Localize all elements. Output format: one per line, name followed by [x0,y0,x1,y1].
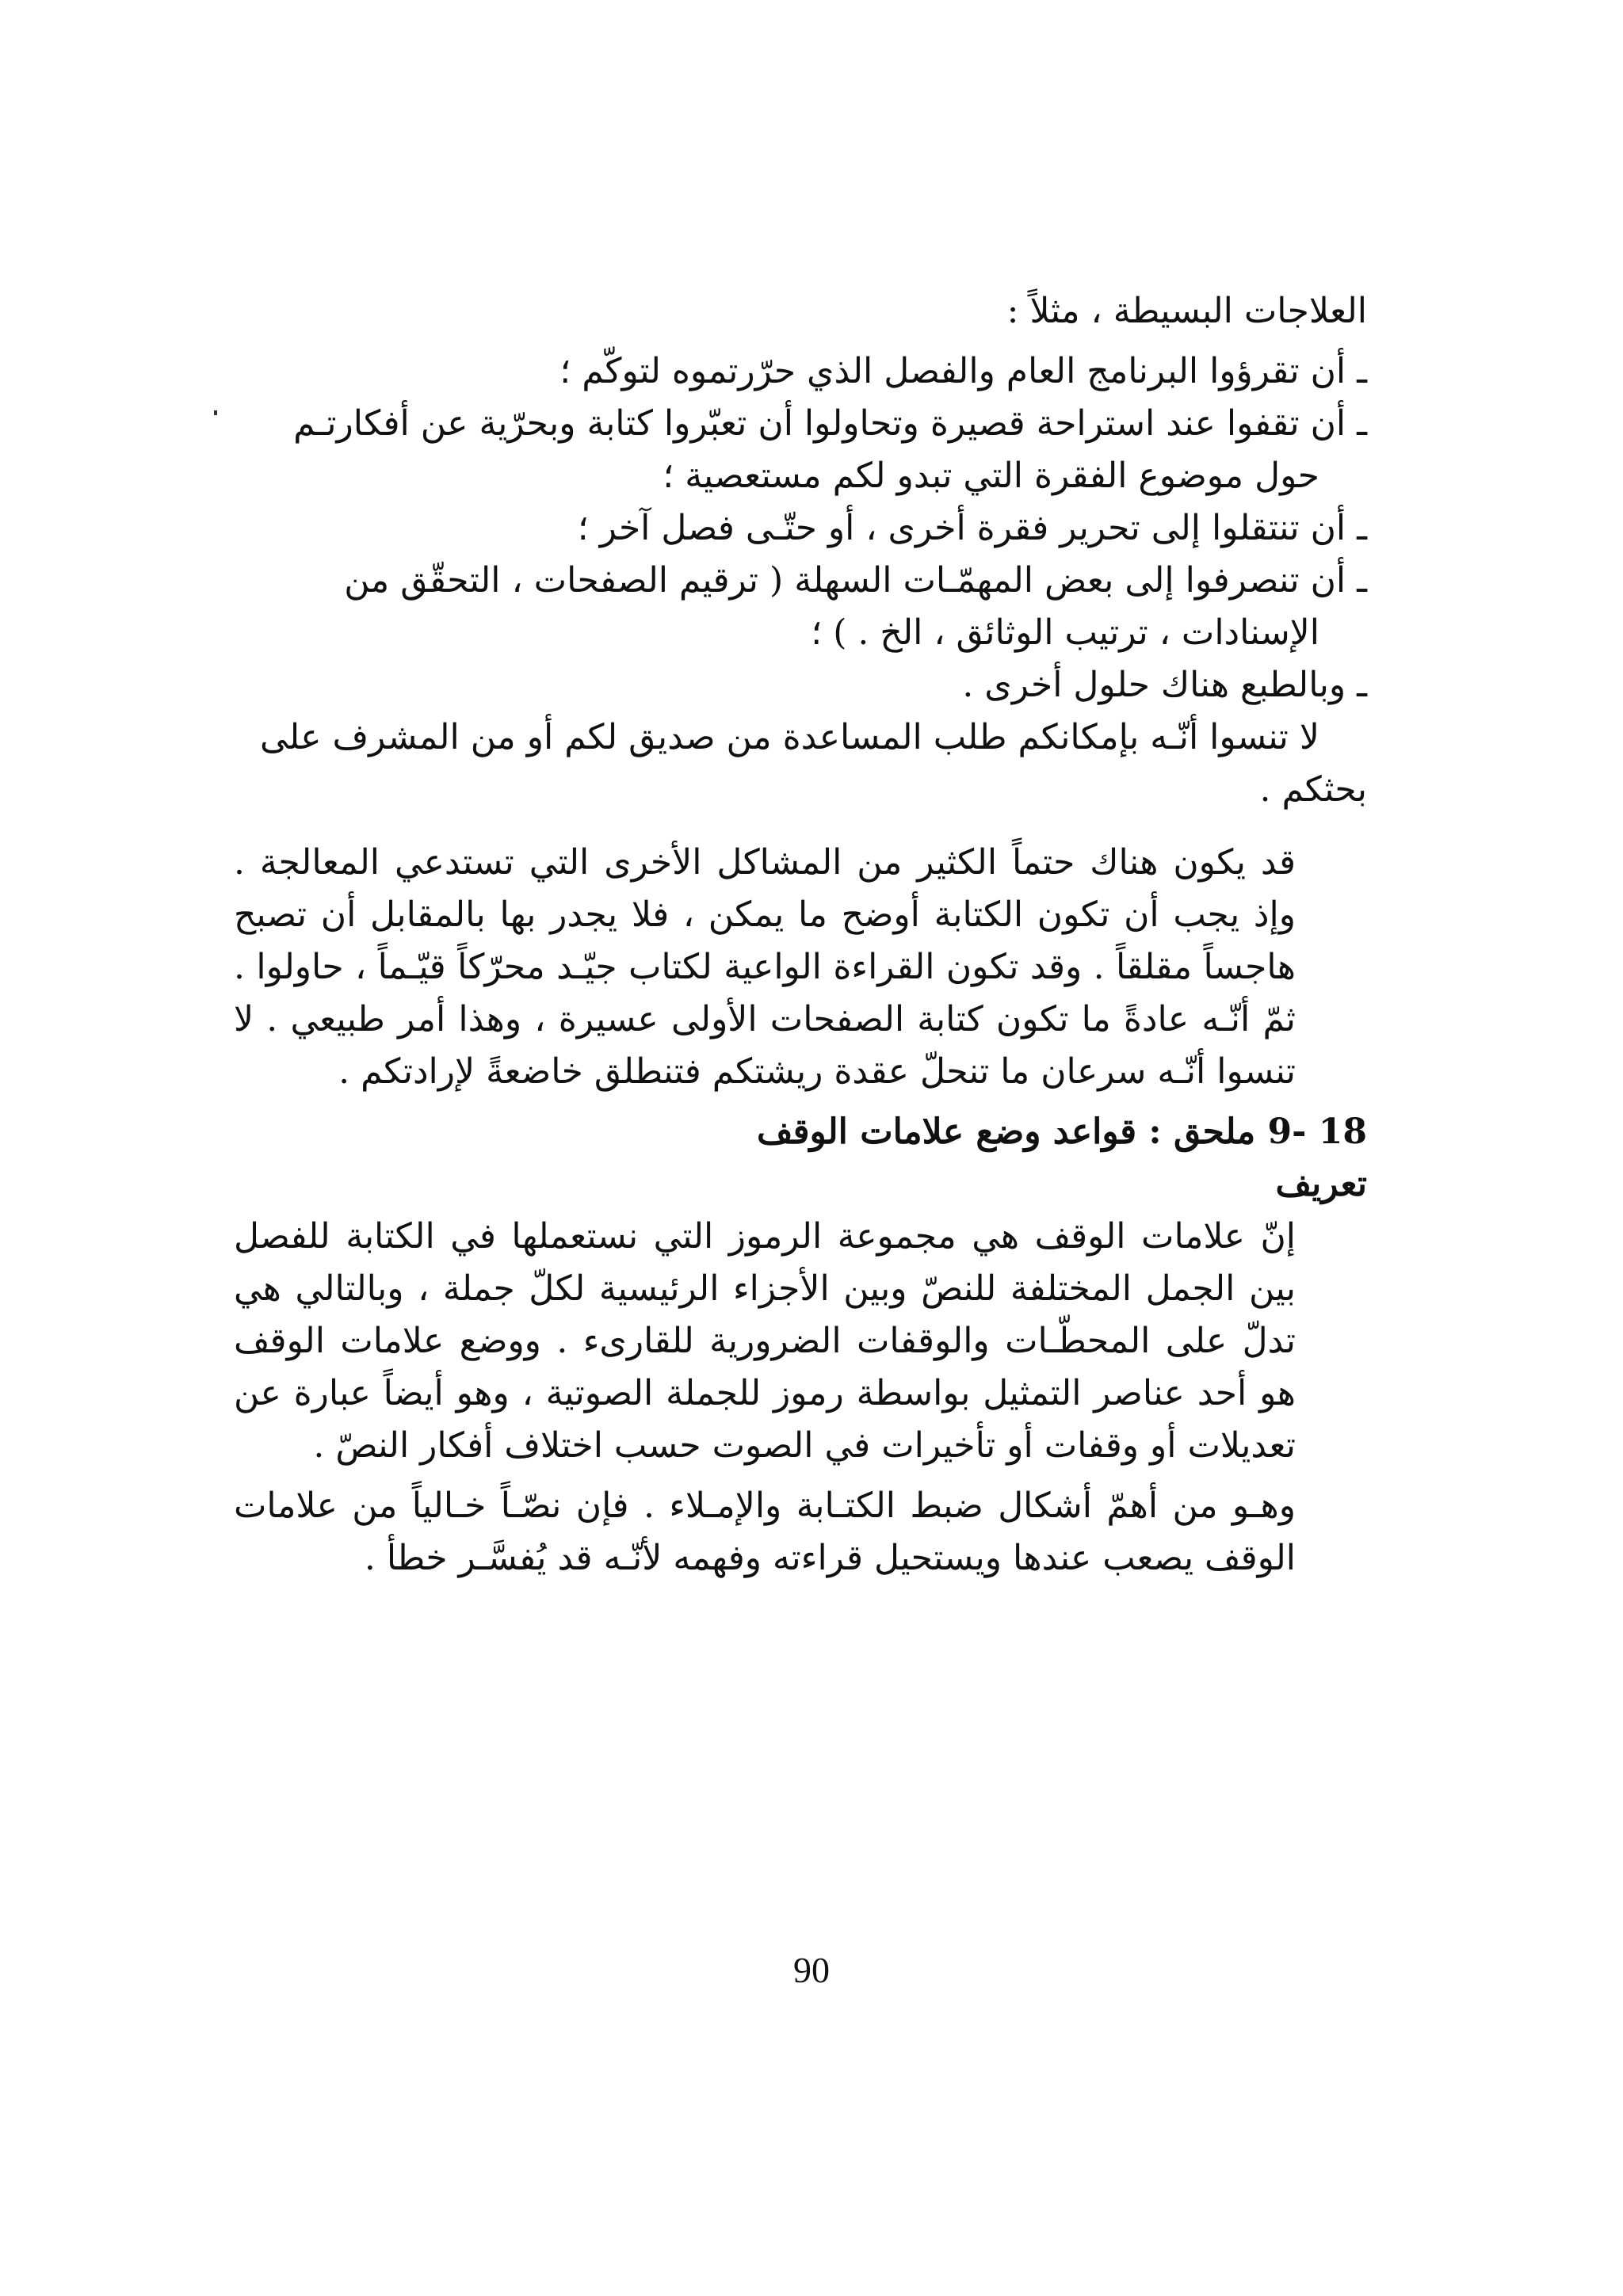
advice-line: لا تنسوا أنّـه بإمكانكم طلب المساعدة من صديق لكم أو من المشرف على [260,717,1319,757]
remedy-item: ـ وبالطبع هناك حلول أخرى . [962,665,1367,705]
body-paragraph: وهـو من أهمّ أشكال ضبط الكتـابة والإمـلاء . فإن نصّـاً خـالياً من علامات الوقف يصعب عندها ويستحيل قراءته وفهمه لأنّـه قد يُفسَّـر خطأ . [234,1486,1296,1578]
remedy-item: ـ أن تنتقلوا إلى تحرير فقرة أخرى ، أو حتّـى فصل آخر ؛ [577,508,1367,548]
body-paragraph: إنّ علامات الوقف هي مجموعة الرموز التي نستعملها في الكتابة للفصل بين الجمل المختلفة للنصّ وبين الأجزاء الرئيسية لكلّ جملة ، وبالتالي هي تدلّ على المحطّـات والوقفات الضرورية للقارىء . ووضع علامات الوقف هو أحد عناصر التمثيل بواسطة رموز للجملة الصوتية ، وهو أيضاً عبارة عن تعديلات أو وقفات أو تأخيرات في الصوت حسب اختلاف أفكار النصّ . [234,1216,1296,1466]
section-subheading: تعريف [1275,1164,1367,1204]
remedy-item-continuation: الإسنادات ، ترتيب الوثائق ، الخ . ) ؛ [811,612,1319,653]
advice-line-end: بحثكم . [1259,769,1367,810]
page-number: 90 [793,1950,830,1990]
body-paragraph: قد يكون هناك حتماً الكثير من المشاكل الأخرى التي تستدعي المعالجة . وإذ يجب أن تكون الكتابة أوضح ما يمكن ، فلا يجدر بها بالمقابل أن تصبح هاجساً مقلقاً . وقد تكون القراءة الواعية لكتاب جيّـد محرّكاً قيّـماً ، حاولوا . ثمّ أنّـه عادةً ما تكون كتابة الصفحات الأولى عسيرة ، وهذا أمر طبيعي . لا تنسوا أنّـه سرعان ما تنحلّ عقدة ريشتكم فتنطلق خاضعةً لإرادتكم . [234,842,1296,1092]
document-page [234,285,1367,2076]
stray-mark [214,410,217,415]
remedy-item: ـ أن تنصرفوا إلى بعض المهمّـات السهلة ( ترقيم الصفحات ، التحقّق من [344,560,1367,601]
remedy-item: ـ أن تقرؤوا البرنامج العام والفصل الذي حرّرتموه لتوكّم ؛ [559,351,1367,391]
remedy-item: ـ أن تقفوا عند استراحة قصيرة وتحاولوا أن تعبّروا كتابة وبحرّية عن أفكارتـم [293,403,1367,444]
remedies-intro: العلاجات البسيطة ، مثلاً : [1006,291,1367,331]
section-heading: 18 -9 ملحق : قواعد وضع علامات الوقف [756,1112,1367,1152]
remedy-item-continuation: حول موضوع الفقرة التي تبدو لكم مستعصية ؛ [663,456,1319,496]
